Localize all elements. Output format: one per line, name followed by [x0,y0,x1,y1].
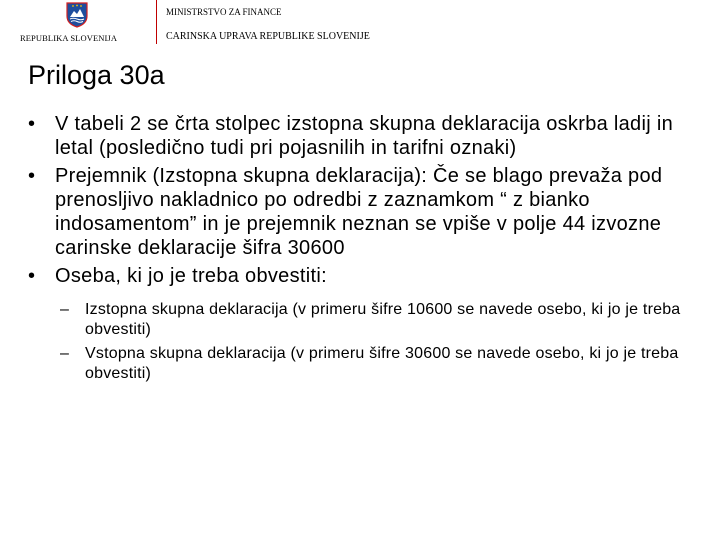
bullet-text: Oseba, ki jo je treba obvestiti: [55,265,327,287]
bullet-item [28,112,708,160]
bullet-symbol: • [28,265,36,287]
ministry-label: MINISTRSTVO ZA FINANCE [166,7,282,17]
republic-label: REPUBLIKA SLOVENIJA [20,33,118,43]
coat-of-arms-icon [66,2,88,28]
bullet-symbol: • [28,113,36,135]
sub-bullet-text: Vstopna skupna deklaracija (v primeru šifre 30600 se navede osebo, ki jo je treba obvestiti) [85,345,679,382]
agency-label: CARINSKA UPRAVA REPUBLIKE SLOVENIJE [166,31,370,42]
bullet-item [28,164,708,260]
slide-title: Priloga 30a [28,60,165,90]
bullet-symbol: • [28,165,36,187]
sub-bullet-symbol: – [60,345,70,362]
slide-content [28,112,708,388]
header-divider [156,0,157,44]
bullet-item [28,264,708,288]
sub-bullet-symbol: – [60,301,70,318]
sub-bullet-item [28,344,691,384]
sub-bullet-list [28,300,708,384]
sub-bullet-text: Izstopna skupna deklaracija (v primeru šifre 10600 se navede osebo, ki jo je treba obvestiti) [85,301,681,338]
bullet-text: Prejemnik (Izstopna skupna deklaracija): Če se blago prevaža pod prenosljivo nakladnico po odredbi z zaznamkom “ z bianko indosamentom” in je prejemnik neznan se vpiše v polje 44 izvozne carinske deklaracije šifra 30600 [55,165,663,259]
slide-header [0,0,720,50]
sub-bullet-item [28,300,691,340]
bullet-text: V tabeli 2 se črta stolpec izstopna skupna deklaracija oskrba ladij in letal (posledično tudi pri pojasnilih in tarifni oznaki) [55,113,673,159]
